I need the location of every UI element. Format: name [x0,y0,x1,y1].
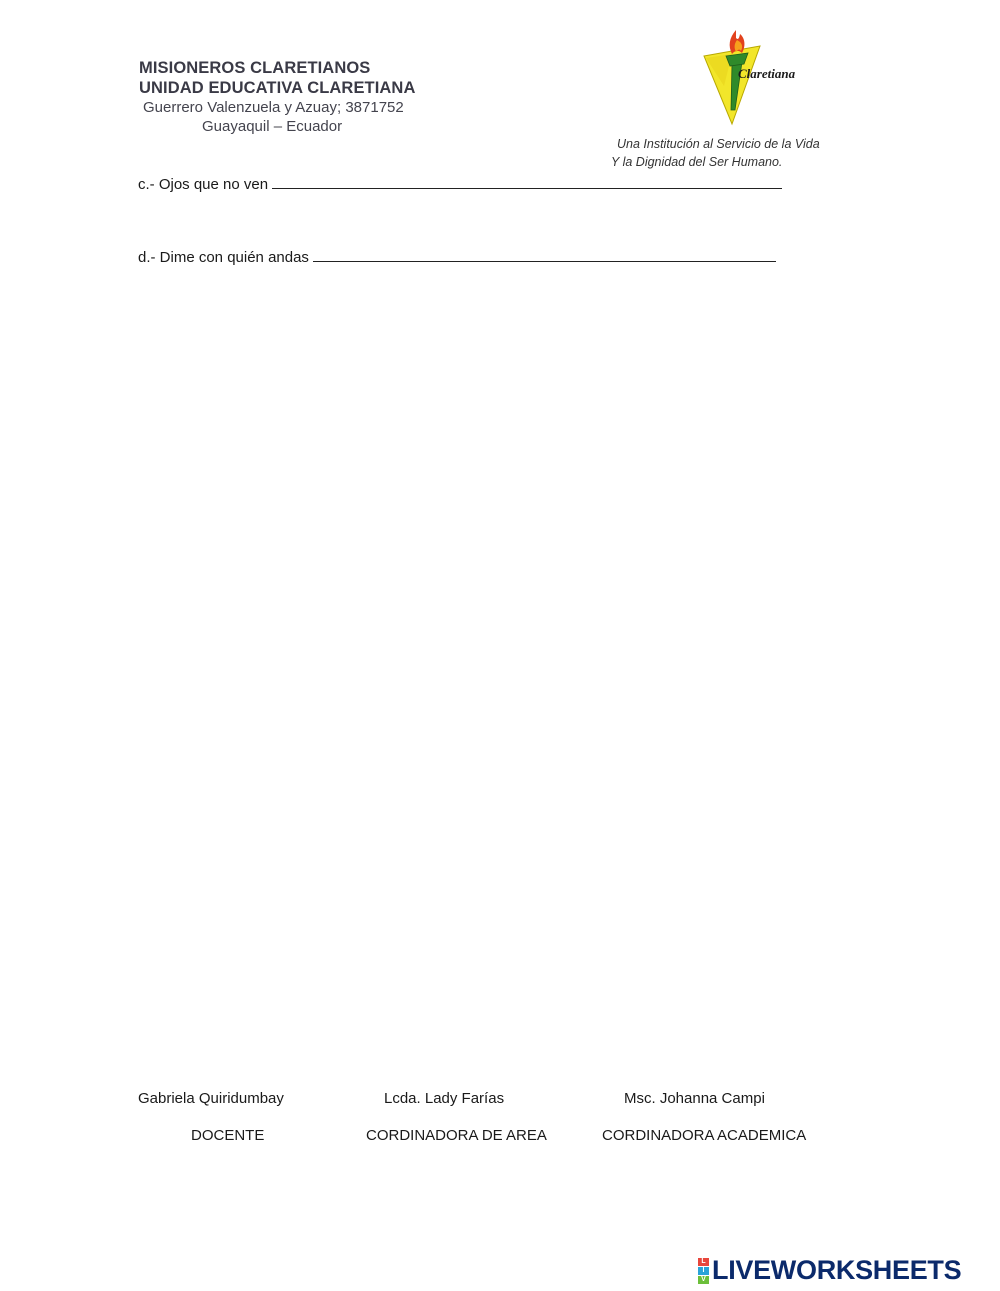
signature-role-area: CORDINADORA DE AREA [366,1127,547,1144]
signature-role-docente: DOCENTE [191,1127,265,1144]
item-line-c [138,174,792,193]
brand-tile: L [698,1258,709,1266]
signature-name-area: Lcda. Lady Farías [384,1090,505,1107]
answer-blank[interactable] [313,247,776,262]
claretiana-logo [702,26,810,126]
brand-tile: I [698,1267,709,1275]
item-label: d.- Dime con quién andas [138,249,309,266]
logo-word: Claretiana [738,66,796,81]
item-label: c.- Ojos que no ven [138,176,269,193]
answer-blank[interactable] [272,174,782,189]
org-address: Guerrero Valenzuela y Azuay; 3871752 [143,99,404,116]
motto-line1: Una Institución al Servicio de la Vida [617,137,820,151]
org-name-line1: MISIONEROS CLARETIANOS [139,59,371,77]
brand-tile: V [698,1276,709,1284]
claretiana-logo-icon [702,26,810,126]
motto-line2: Y la Dignidad del Ser Humano. [611,155,783,169]
item-line-d [138,247,792,266]
brand-tiles-icon [698,1258,709,1284]
org-city: Guayaquil – Ecuador [202,118,343,135]
brand-text: LIVEWORKSHEETS [712,1255,962,1285]
signature-role-academica: CORDINADORA ACADEMICA [602,1127,807,1144]
signature-name-docente: Gabriela Quiridumbay [138,1090,284,1107]
signature-name-academica: Msc. Johanna Campi [624,1090,765,1107]
liveworksheets-brand [698,1255,961,1286]
org-name-line2: UNIDAD EDUCATIVA CLARETIANA [139,79,416,97]
